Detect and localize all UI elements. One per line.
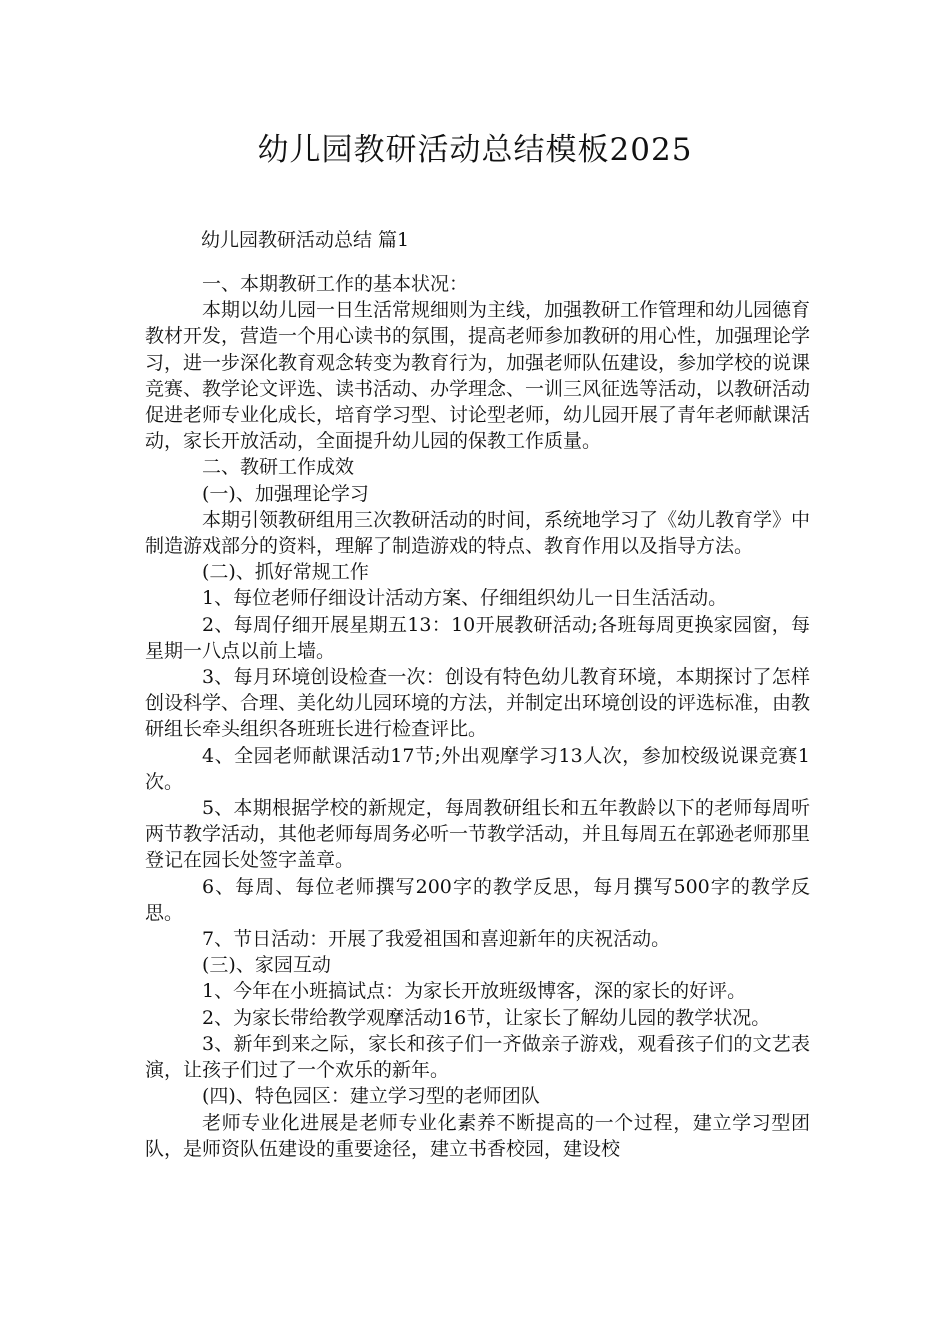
paragraph: (二)、抓好常规工作 — [202, 561, 369, 584]
paragraph: 一、本期教研工作的基本状况： — [202, 273, 469, 295]
paragraph: 2、为家长带给教学观摩活动16节，让家长了解幼儿园的教学状况。 — [202, 1006, 771, 1029]
paragraph: 本期以幼儿园一日生活常规细则为主线，加强教研工作管理和幼儿园德育教材开发，营造一个用心读书的氛围，提高老师参加教研的用心性，加强理论学习，进一步深化教育观念转变为教育行为，加强老师队伍建设，参加学校的说课竞赛、教学论文评选、读书活动、办学理念、一训三风征选等活动，以教研活动促进老师专业化成长，培育学习型、讨论型老师，幼儿园开展了青年老师献课活动，家长开放活动，全面提升幼儿园的保教工作质量。 — [145, 299, 811, 453]
paragraph: 3、每月环境创设检查一次：创设有特色幼儿教育环境，本期探讨了怎样创设科学、合理、美化幼儿园环境的方法，并制定出环境创设的评选标准，由教研组长牵头组织各班班长进行检查评比。 — [145, 666, 811, 741]
paragraph: (三)、家园互动 — [202, 954, 331, 977]
section-heading: 幼儿园教研活动总结 篇1 — [201, 229, 410, 251]
paragraph: 5、本期根据学校的新规定，每周教研组长和五年教龄以下的老师每周听两节教学活动，其他老师每周务必听一节教学活动，并且每周五在郭逊老师那里登记在园长处签字盖章。 — [145, 797, 811, 872]
paragraph: 老师专业化进展是老师专业化素养不断提高的一个过程，建立学习型团队，是师资队伍建设的重要途径，建立书香校园，建设校 — [145, 1111, 810, 1160]
paragraph: 1、每位老师仔细设计活动方案、仔细组织幼儿一日生活活动。 — [202, 587, 728, 610]
document-body — [145, 271, 810, 1162]
document-title: 幼儿园教研活动总结模板2025 — [257, 132, 693, 168]
paragraph: (一)、加强理论学习 — [202, 482, 369, 505]
paragraph: 7、节日活动：开展了我爱祖国和喜迎新年的庆祝活动。 — [202, 928, 671, 951]
paragraph: 二、教研工作成效 — [202, 456, 355, 479]
paragraph: 1、今年在小班搞试点：为家长开放班级博客，深的家长的好评。 — [202, 980, 747, 1003]
paragraph: (四)、特色园区：建立学习型的老师团队 — [202, 1085, 540, 1108]
paragraph: 4、全园老师献课活动17节;外出观摩学习13人次，参加校级说课竞赛1次。 — [145, 744, 810, 793]
paragraph: 本期引领教研组用三次教研活动的时间，系统地学习了《幼儿教育学》中制造游戏部分的资料，理解了制造游戏的特点、教育作用以及指导方法。 — [145, 508, 811, 558]
paragraph: 3、新年到来之际，家长和孩子们一齐做亲子游戏，观看孩子们的文艺表演，让孩子们过了一个欢乐的新年。 — [145, 1032, 810, 1082]
paragraph: 2、每周仔细开展星期五13：10开展教研活动;各班每周更换家园窗，每星期一八点以前上墙。 — [145, 613, 810, 662]
paragraph: 6、每周、每位老师撰写200字的教学反思，每月撰写500字的教学反思。 — [145, 875, 810, 924]
